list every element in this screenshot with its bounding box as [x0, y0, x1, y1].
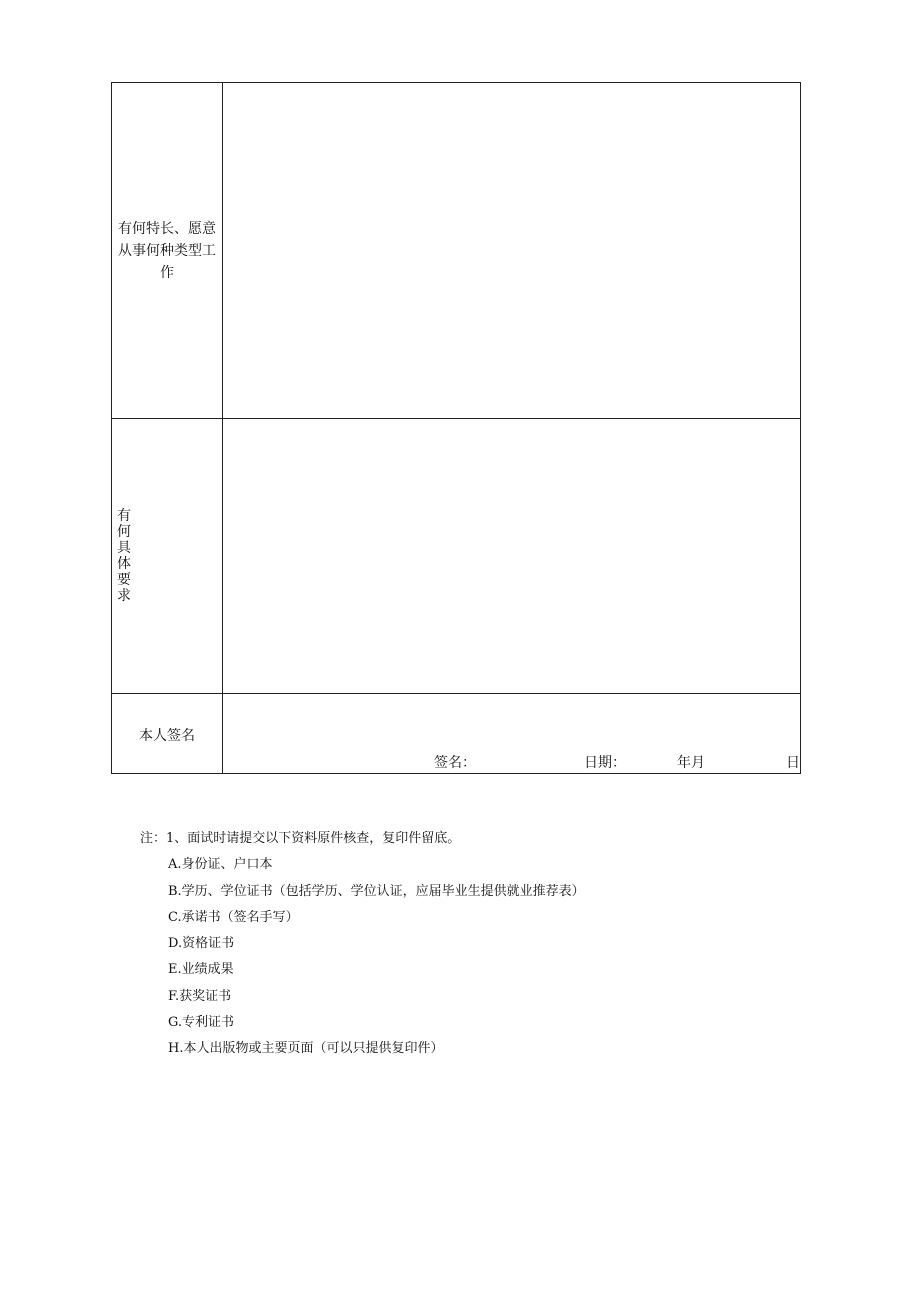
signature-date-line	[223, 752, 800, 772]
note-item: G.专利证书	[168, 1015, 235, 1031]
note-item: H.本人出版物或主要页面（可以只提供复印件）	[168, 1041, 444, 1057]
signature-label: 签名：	[434, 755, 476, 771]
note-item: C.承诺书（签名手写）	[168, 909, 299, 925]
date-label: 日期：	[584, 755, 626, 771]
requirements-label: 有何具体要求	[117, 508, 131, 604]
specialty-row	[112, 83, 800, 419]
note-item: E.业绩成果	[168, 962, 234, 978]
signature-label-cell	[112, 694, 223, 774]
year-month-label: 年月	[677, 755, 705, 771]
note-item: B.学历、学位证书（包括学历、学位认证，应届毕业生提供就业推荐表）	[168, 883, 585, 899]
specialty-content-cell[interactable]	[223, 83, 800, 418]
application-form-table	[111, 82, 801, 774]
requirements-label-cell	[112, 419, 223, 693]
specialty-label: 有何特长、愿意从事何种类型工作	[118, 220, 216, 281]
requirements-content-cell[interactable]	[223, 419, 800, 693]
day-label: 日	[786, 755, 800, 771]
signature-row	[112, 694, 800, 774]
note-item: F.获奖证书	[168, 988, 232, 1004]
note-item: D.资格证书	[168, 936, 235, 952]
specialty-label-cell	[112, 83, 223, 418]
notes-section	[140, 826, 585, 1063]
signature-row-label: 本人签名	[139, 728, 195, 744]
signature-content-cell[interactable]	[223, 694, 800, 774]
notes-heading: 注：1、面试时请提交以下资料原件核查，复印件留底。	[140, 831, 461, 846]
requirements-row	[112, 419, 800, 694]
note-item: A.身份证、户口本	[168, 857, 273, 873]
